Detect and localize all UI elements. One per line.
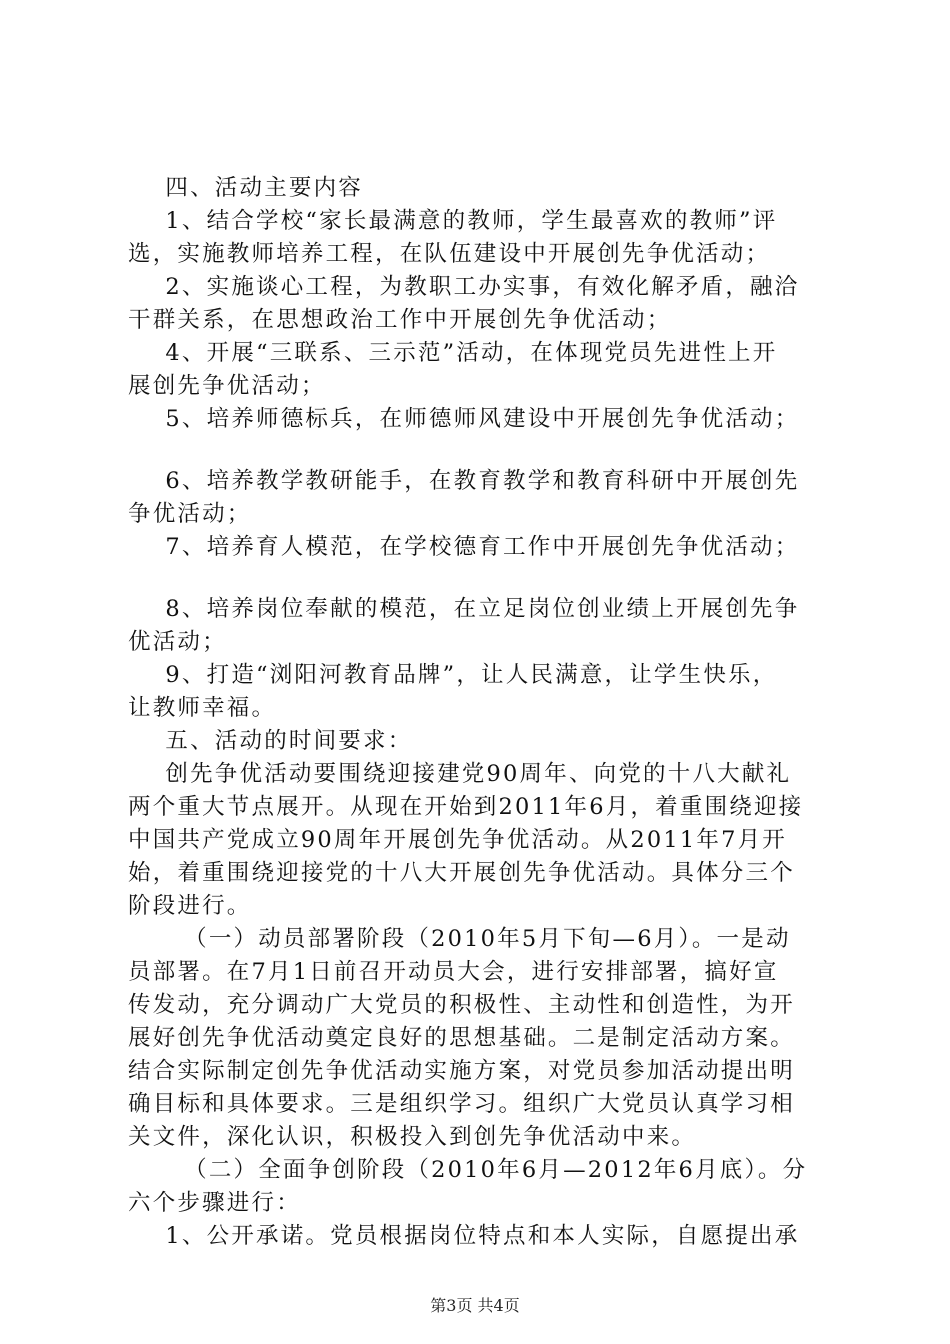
text-line: 确目标和具体要求。三是组织学习。组织广大党员认真学习相 [128,1091,795,1117]
blank-line [128,436,828,465]
text-line: 关文件，深化认识，积极投入到创先争优活动中来。 [128,1124,697,1150]
text-line: 展创先争优活动； [128,373,326,399]
text-line: 争优活动； [128,501,252,527]
text-line: 结合实际制定创先争优活动实施方案，对党员参加活动提出明 [128,1058,795,1084]
text-line: 阶段进行。 [128,893,252,919]
text-line: 选，实施教师培养工程，在队伍建设中开展创先争优活动； [128,241,771,267]
text-line: 中国共产党成立90周年开展创先争优活动。从2011年7月开 [128,827,788,853]
text-line: 优活动； [128,629,227,655]
page-footer: 第3页 共4页 [430,1296,520,1315]
text-line: 员部署。在7月1日前召开动员大会，进行安排部署，搞好宣 [128,959,779,985]
text-line: 两个重大节点展开。从现在开始到2011年6月，着重围绕迎接 [128,794,804,820]
blank-line [128,564,828,593]
text-line: 干群关系，在思想政治工作中开展创先争优活动； [128,307,672,333]
text-line: 创先争优活动要围绕迎接建党90周年、向党的十八大献礼 [128,761,792,787]
text-line: （二）全面争创阶段（2010年6月—2012年6月底）。分 [128,1157,808,1183]
text-line: 5、培养师德标兵，在师德师风建设中开展创先争优活动； [128,406,800,432]
text-line: 2、实施谈心工程，为教职工办实事，有效化解矛盾，融洽 [128,274,800,300]
text-line: 四、活动主要内容 [128,175,364,201]
text-line: 1、结合学校“家长最满意的教师，学生最喜欢的教师”评 [128,208,778,234]
text-line: 传发动，充分调动广大党员的积极性、主动性和创造性，为开 [128,992,795,1018]
text-line: 4、开展“三联系、三示范”活动，在体现党员先进性上开 [128,340,778,366]
text-line: 六个步骤进行： [128,1190,301,1216]
text-line: （一）动员部署阶段（2010年5月下旬—6月）。一是动 [128,926,791,952]
text-line: 6、培养教学教研能手，在教育教学和教育科研中开展创先 [128,468,800,494]
text-line: 8、培养岗位奉献的模范，在立足岗位创业绩上开展创先争 [128,596,800,622]
text-line: 1、公开承诺。党员根据岗位特点和本人实际，自愿提出承 [128,1223,800,1249]
text-line: 展好创先争优活动奠定良好的思想基础。二是制定活动方案。 [128,1025,795,1051]
text-line: 始，着重围绕迎接党的十八大开展创先争优活动。具体分三个 [128,860,795,886]
text-line: 五、活动的时间要求： [128,728,413,754]
text-line: 9、打造“浏阳河教育品牌”，让人民满意，让学生快乐， [128,662,778,688]
text-line: 7、培养育人模范，在学校德育工作中开展创先争优活动； [128,534,800,560]
text-line: 让教师幸福。 [128,695,277,721]
document-body [128,172,828,1253]
